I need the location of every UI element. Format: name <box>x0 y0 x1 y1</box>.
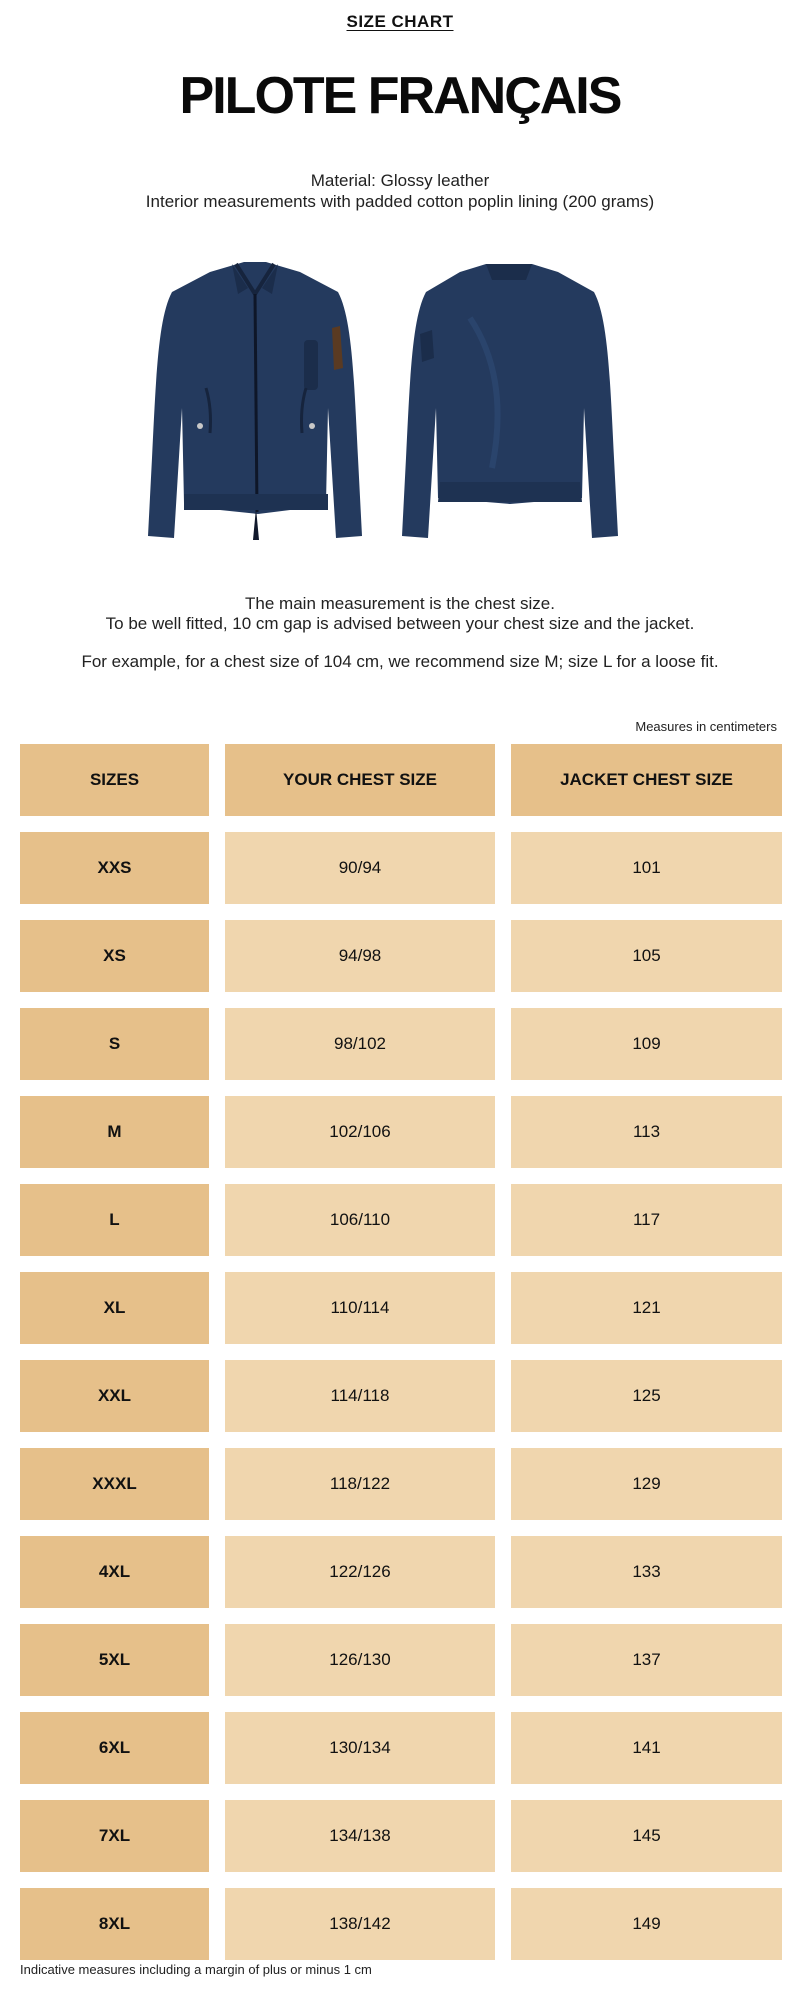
size-cell: XXXL <box>20 1448 209 1520</box>
table-row <box>20 1624 782 1696</box>
jacket-chest-cell: 117 <box>511 1184 782 1256</box>
jacket-chest-cell: 105 <box>511 920 782 992</box>
jacket-chest-cell: 121 <box>511 1272 782 1344</box>
your-chest-cell: 90/94 <box>225 832 495 904</box>
table-row <box>20 1888 782 1960</box>
advice-example: For example, for a chest size of 104 cm, we recommend size M; size L for a loose fit. <box>81 652 719 671</box>
size-cell: 6XL <box>20 1712 209 1784</box>
size-cell: 5XL <box>20 1624 209 1696</box>
jacket-chest-cell: 125 <box>511 1360 782 1432</box>
table-header-row <box>20 744 782 816</box>
table-row <box>20 1096 782 1168</box>
product-title: PILOTE FRANÇAIS <box>179 67 621 125</box>
table-row <box>20 1360 782 1432</box>
size-cell: XL <box>20 1272 209 1344</box>
size-cell: 4XL <box>20 1536 209 1608</box>
size-cell: S <box>20 1008 209 1080</box>
size-cell: 8XL <box>20 1888 209 1960</box>
your-chest-cell: 134/138 <box>225 1800 495 1872</box>
table-row <box>20 1800 782 1872</box>
jacket-front-image <box>148 262 362 540</box>
your-chest-cell: 118/122 <box>225 1448 495 1520</box>
your-chest-cell: 110/114 <box>225 1272 495 1344</box>
sizing-advice <box>0 594 800 634</box>
header-your-chest-size: YOUR CHEST SIZE <box>225 744 495 816</box>
table-row <box>20 920 782 992</box>
size-cell: XXS <box>20 832 209 904</box>
jacket-chest-cell: 133 <box>511 1536 782 1608</box>
footnote: Indicative measures including a margin of plus or minus 1 cm <box>20 1962 372 1977</box>
table-row <box>20 1184 782 1256</box>
your-chest-cell: 94/98 <box>225 920 495 992</box>
your-chest-cell: 106/110 <box>225 1184 495 1256</box>
header-sizes: SIZES <box>20 744 209 816</box>
header-jacket-chest-size: JACKET CHEST SIZE <box>511 744 782 816</box>
size-cell: XS <box>20 920 209 992</box>
size-cell: L <box>20 1184 209 1256</box>
jacket-chest-cell: 101 <box>511 832 782 904</box>
advice-main-measurement: The main measurement is the chest size. <box>245 594 555 613</box>
jacket-chest-cell: 129 <box>511 1448 782 1520</box>
advice-gap: To be well fitted, 10 cm gap is advised between your chest size and the jacket. <box>105 614 695 633</box>
your-chest-cell: 122/126 <box>225 1536 495 1608</box>
jacket-back-image <box>402 264 618 538</box>
table-row <box>20 1272 782 1344</box>
size-cell: 7XL <box>20 1800 209 1872</box>
size-cell: M <box>20 1096 209 1168</box>
table-row <box>20 832 782 904</box>
jacket-chest-cell: 109 <box>511 1008 782 1080</box>
size-cell: XXL <box>20 1360 209 1432</box>
table-row <box>20 1712 782 1784</box>
table-row <box>20 1536 782 1608</box>
interior-line: Interior measurements with padded cotton poplin lining (200 grams) <box>145 192 655 211</box>
your-chest-cell: 138/142 <box>225 1888 495 1960</box>
your-chest-cell: 130/134 <box>225 1712 495 1784</box>
your-chest-cell: 98/102 <box>225 1008 495 1080</box>
jacket-photos <box>140 258 660 550</box>
jacket-chest-cell: 113 <box>511 1096 782 1168</box>
table-row <box>20 1008 782 1080</box>
measures-unit-note: Measures in centimeters <box>635 719 777 734</box>
jacket-chest-cell: 145 <box>511 1800 782 1872</box>
your-chest-cell: 102/106 <box>225 1096 495 1168</box>
table-row <box>20 1448 782 1520</box>
your-chest-cell: 126/130 <box>225 1624 495 1696</box>
material-line: Material: Glossy leather <box>310 171 490 190</box>
jacket-chest-cell: 149 <box>511 1888 782 1960</box>
material-info <box>0 170 800 212</box>
size-chart-label: SIZE CHART <box>346 12 454 31</box>
size-table <box>20 744 782 1976</box>
jacket-chest-cell: 137 <box>511 1624 782 1696</box>
your-chest-cell: 114/118 <box>225 1360 495 1432</box>
jacket-chest-cell: 141 <box>511 1712 782 1784</box>
